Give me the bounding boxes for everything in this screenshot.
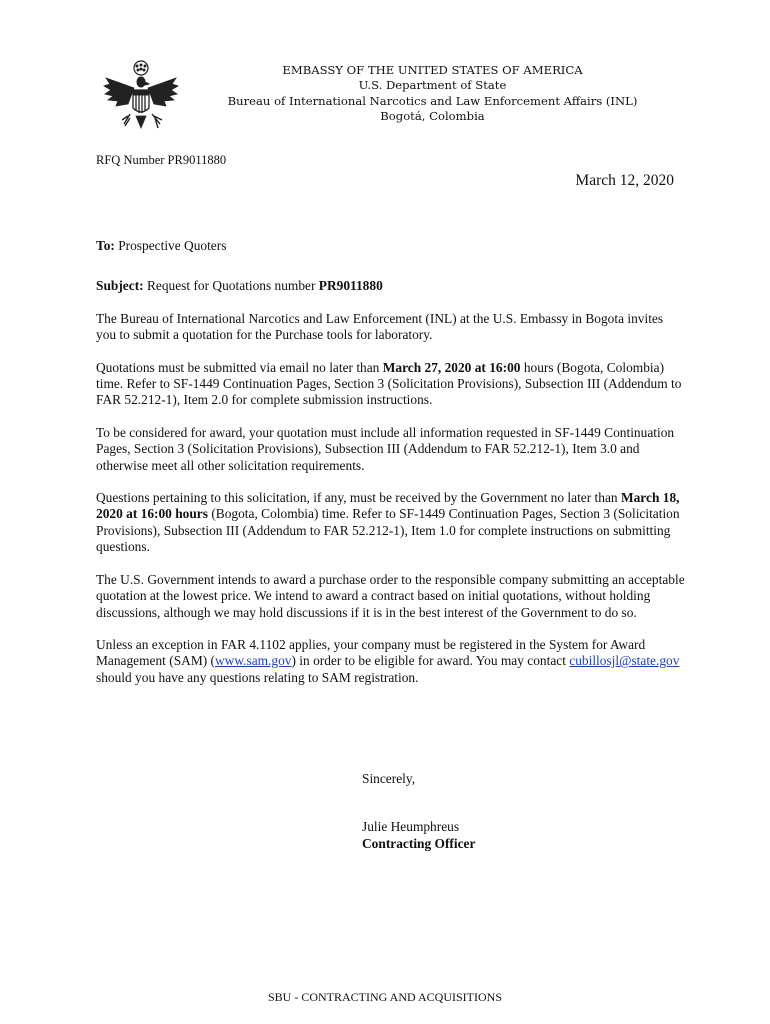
closing: Sincerely, [362, 771, 416, 786]
subject-line [96, 278, 686, 294]
sam-pre: Unless an exception in FAR 4.1102 applies, your company must be registered in the System for Award Management (SAM) ( [96, 636, 646, 669]
to-label: To: [96, 238, 115, 253]
to-line [96, 238, 686, 254]
paragraph-invitation: The Bureau of International Narcotics and Law Enforcement (INL) at the U.S. Embassy in Bogota invites you to submit a quotation for the Purchase tools for laboratory. [96, 310, 664, 343]
questions-pre: Questions pertaining to this solicitation, if any, must be received by the Government no later than [96, 490, 621, 506]
letter-body [96, 238, 686, 702]
signer-name: Julie Heumphreus [362, 819, 460, 835]
letterhead-bureau: Bureau of International Narcotics and Law Enforcement Affairs (INL) [227, 93, 638, 108]
deadline-pre: Quotations must be submitted via email no later than [96, 359, 383, 375]
signer-title-text: Contracting Officer [362, 835, 476, 851]
questions-date: March 18, 2020 at 16:00 hours [96, 490, 680, 522]
rfq-number: RFQ Number PR9011880 [96, 153, 227, 167]
questions-post: (Bogota, Colombia) time. Refer to SF-1449 Continuation Pages, Section 3 (Solicitation Provisions), Subsection III (Addendum to FAR 52.212-1), Item 1.0 for complete instructions on submitting questions. [96, 506, 680, 555]
letterhead-embassy: EMBASSY OF THE UNITED STATES OF AMERICA [282, 63, 583, 77]
subject-label: Subject: [96, 278, 144, 294]
subject-text: Request for Quotations number [143, 278, 319, 294]
signer-title [362, 836, 475, 852]
footer-classification: SBU - CONTRACTING AND ACQUISITIONS [267, 990, 502, 1004]
letterhead-department: U.S. Department of State [358, 78, 507, 93]
sam-website-link[interactable]: www.sam.gov [215, 653, 292, 669]
subject-number: PR9011880 [318, 278, 383, 294]
paragraph-questions [96, 490, 686, 556]
deadline-date: March 27, 2020 at 16:00 [382, 359, 521, 375]
paragraph-award-intent: The U.S. Government intends to award a purchase order to the responsible company submitting an acceptable quotation at the lowest price. We intend to award a contract based on initial quotations, without holding discussions, although we may hold discussions if it is in the best interest of the Government to do so. [96, 571, 685, 620]
paragraph-award-requirements: To be considered for award, your quotation must include all information requested in SF-1449 Continuation Pages, Section 3 (Solicitation Provisions), Subsection III (Addendum to FAR 52.212-1), Item 3.0 and otherwise meet all other solicitation requirements. [96, 424, 675, 473]
letter-date: March 12, 2020 [575, 172, 674, 189]
great-seal-eagle-icon [100, 58, 182, 140]
sam-post: should you have any questions relating to SAM registration. [96, 669, 419, 685]
deadline-post: hours (Bogota, Colombia) time. Refer to SF-1449 Continuation Pages, Section 3 (Solicitation Provisions), Subsection III (Addendum to FAR 52.212-1), Item 2.0 for complete submission instructions. [96, 359, 682, 408]
paragraph-deadline [96, 360, 686, 409]
to-value: Prospective Quoters [114, 238, 227, 253]
letterhead-city: Bogotá, Colombia [380, 109, 485, 124]
contact-email-link[interactable]: cubillosjl@state.gov [569, 653, 680, 669]
sam-mid: ) in order to be eligible for award. You may contact [291, 653, 570, 669]
paragraph-sam [96, 637, 686, 686]
signature-block [362, 771, 475, 852]
letterhead [200, 63, 665, 125]
